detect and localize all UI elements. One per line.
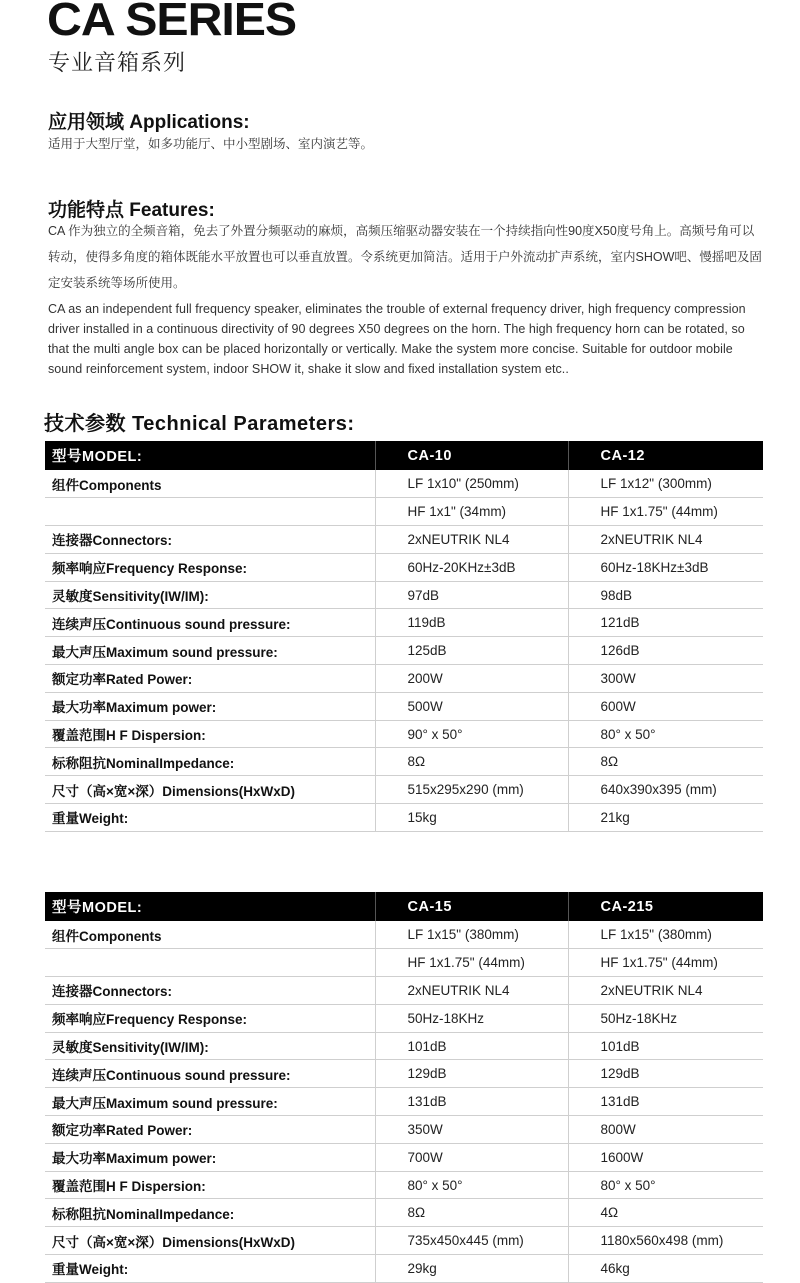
table-row	[45, 776, 763, 804]
table-row	[45, 1004, 763, 1032]
param-value: 700W	[375, 1143, 568, 1171]
param-value: 90° x 50°	[375, 720, 568, 748]
param-label: 最大声压Maximum sound pressure:	[45, 637, 375, 665]
param-value: 60Hz-20KHz±3dB	[375, 553, 568, 581]
table-row	[45, 1088, 763, 1116]
param-value: 21kg	[568, 804, 763, 832]
param-label: 标称阻抗NominalImpedance:	[45, 748, 375, 776]
param-value: 4Ω	[568, 1199, 763, 1227]
param-value: 735x450x445 (mm)	[375, 1227, 568, 1255]
param-value: 98dB	[568, 581, 763, 609]
table-row	[45, 949, 763, 977]
param-value: 50Hz-18KHz	[375, 1004, 568, 1032]
technical-heading: 技术参数 Technical Parameters:	[44, 413, 355, 435]
table-row	[45, 921, 763, 949]
param-value: LF 1x15" (380mm)	[375, 921, 568, 949]
param-value: 1600W	[568, 1143, 763, 1171]
table-row	[45, 1199, 763, 1227]
param-value: 131dB	[568, 1088, 763, 1116]
param-label: 尺寸（高×宽×深）Dimensions(HxWxD)	[45, 776, 375, 804]
table-row	[45, 526, 763, 554]
table-row	[45, 553, 763, 581]
param-value: 500W	[375, 692, 568, 720]
param-label: 重量Weight:	[45, 804, 375, 832]
param-value: 8Ω	[568, 748, 763, 776]
param-value: LF 1x10" (250mm)	[375, 470, 568, 498]
table-row	[45, 1032, 763, 1060]
table-row	[45, 498, 763, 526]
param-label: 额定功率Rated Power:	[45, 1116, 375, 1144]
param-label: 灵敏度Sensitivity(IW/IM):	[45, 581, 375, 609]
param-label: 最大声压Maximum sound pressure:	[45, 1088, 375, 1116]
param-label	[45, 949, 375, 977]
features-text-cn: CA 作为独立的全频音箱，免去了外置分频驱动的麻烦，高频压缩驱动器安装在一个持续指向性90度X50度号角上。高频号角可以转动，使得多角度的箱体既能水平放置也可以垂直放置。令系统更加简洁。适用于户外流动扩声系统，室内SHOW吧、慢摇吧及固定安装系统等场所使用。	[48, 224, 762, 290]
param-value: 126dB	[568, 637, 763, 665]
param-value: 15kg	[375, 804, 568, 832]
param-label: 频率响应Frequency Response:	[45, 553, 375, 581]
table-row	[45, 1143, 763, 1171]
param-value: 640x390x395 (mm)	[568, 776, 763, 804]
param-label: 连续声压Continuous sound pressure:	[45, 609, 375, 637]
param-value: 800W	[568, 1116, 763, 1144]
table-row	[45, 804, 763, 832]
table-row	[45, 977, 763, 1005]
spec-table-header	[45, 441, 763, 470]
param-value: 600W	[568, 692, 763, 720]
table-row	[45, 581, 763, 609]
model-name: CA-215	[568, 892, 763, 921]
param-label: 最大功率Maximum power:	[45, 1143, 375, 1171]
param-label: 重量Weight:	[45, 1255, 375, 1283]
param-value: 2xNEUTRIK NL4	[375, 977, 568, 1005]
param-label: 连续声压Continuous sound pressure:	[45, 1060, 375, 1088]
param-value: 515x295x290 (mm)	[375, 776, 568, 804]
param-value: 80° x 50°	[568, 1171, 763, 1199]
param-label: 连接器Connectors:	[45, 526, 375, 554]
param-label: 组件Components	[45, 470, 375, 498]
param-label	[45, 498, 375, 526]
param-value: 80° x 50°	[375, 1171, 568, 1199]
param-value: 50Hz-18KHz	[568, 1004, 763, 1032]
param-value: 8Ω	[375, 1199, 568, 1227]
param-value: 350W	[375, 1116, 568, 1144]
param-value: HF 1x1.75" (44mm)	[375, 949, 568, 977]
param-value: 29kg	[375, 1255, 568, 1283]
param-value: 300W	[568, 665, 763, 693]
model-label: 型号MODEL:	[45, 441, 375, 470]
param-label: 覆盖范围H F Dispersion:	[45, 720, 375, 748]
param-label: 频率响应Frequency Response:	[45, 1004, 375, 1032]
param-value: 125dB	[375, 637, 568, 665]
spec-table-2	[45, 892, 763, 1283]
param-value: 80° x 50°	[568, 720, 763, 748]
model-label: 型号MODEL:	[45, 892, 375, 921]
param-value: 131dB	[375, 1088, 568, 1116]
param-value: 129dB	[568, 1060, 763, 1088]
param-value: 129dB	[375, 1060, 568, 1088]
param-label: 最大功率Maximum power:	[45, 692, 375, 720]
param-label: 连接器Connectors:	[45, 977, 375, 1005]
series-subtitle: 专业音箱系列	[48, 50, 187, 75]
param-label: 标称阻抗NominalImpedance:	[45, 1199, 375, 1227]
features-text-en: CA as an independent full frequency speaker, eliminates the trouble of external frequency driver, high frequency compression driver installed in a continuous directivity of 90 degrees X50 degrees on the horn. The high frequency horn can be rotated, so that the multi angle box can be placed horizontally or vertically. Make the system more concise. Suitable for outdoor mobile sound reinforcement system, indoor SHOW it, shake it slow and fixed installation system etc..	[48, 302, 746, 376]
param-value: HF 1x1.75" (44mm)	[568, 498, 763, 526]
param-value: 2xNEUTRIK NL4	[568, 526, 763, 554]
spec-table-1	[45, 441, 763, 832]
param-value: LF 1x15" (380mm)	[568, 921, 763, 949]
param-value: HF 1x1.75" (44mm)	[568, 949, 763, 977]
applications-text: 适用于大型厅堂，如多功能厅、中小型剧场、室内演艺等。	[48, 137, 374, 151]
param-value: 101dB	[568, 1032, 763, 1060]
param-value: 8Ω	[375, 748, 568, 776]
table-row	[45, 665, 763, 693]
table-row	[45, 692, 763, 720]
param-value: 46kg	[568, 1255, 763, 1283]
param-value: 101dB	[375, 1032, 568, 1060]
param-value: 2xNEUTRIK NL4	[568, 977, 763, 1005]
applications-heading: 应用领域 Applications:	[48, 112, 250, 133]
param-label: 覆盖范围H F Dispersion:	[45, 1171, 375, 1199]
param-label: 灵敏度Sensitivity(IW/IM):	[45, 1032, 375, 1060]
table-row	[45, 1227, 763, 1255]
spec-table-header	[45, 892, 763, 921]
table-row	[45, 748, 763, 776]
model-name: CA-10	[375, 441, 568, 470]
param-label: 额定功率Rated Power:	[45, 665, 375, 693]
table-row	[45, 1255, 763, 1283]
param-value: 2xNEUTRIK NL4	[375, 526, 568, 554]
param-value: 1180x560x498 (mm)	[568, 1227, 763, 1255]
param-value: 200W	[375, 665, 568, 693]
series-title: CA SERIES	[47, 0, 297, 45]
param-value: 60Hz-18KHz±3dB	[568, 553, 763, 581]
param-value: 97dB	[375, 581, 568, 609]
table-row	[45, 470, 763, 498]
model-name: CA-12	[568, 441, 763, 470]
param-value: 119dB	[375, 609, 568, 637]
table-row	[45, 637, 763, 665]
table-row	[45, 720, 763, 748]
param-value: LF 1x12" (300mm)	[568, 470, 763, 498]
param-value: HF 1x1" (34mm)	[375, 498, 568, 526]
table-row	[45, 1060, 763, 1088]
features-heading: 功能特点 Features:	[48, 200, 215, 221]
param-label: 组件Components	[45, 921, 375, 949]
param-value: 121dB	[568, 609, 763, 637]
table-row	[45, 609, 763, 637]
model-name: CA-15	[375, 892, 568, 921]
param-label: 尺寸（高×宽×深）Dimensions(HxWxD)	[45, 1227, 375, 1255]
table-row	[45, 1171, 763, 1199]
table-row	[45, 1116, 763, 1144]
